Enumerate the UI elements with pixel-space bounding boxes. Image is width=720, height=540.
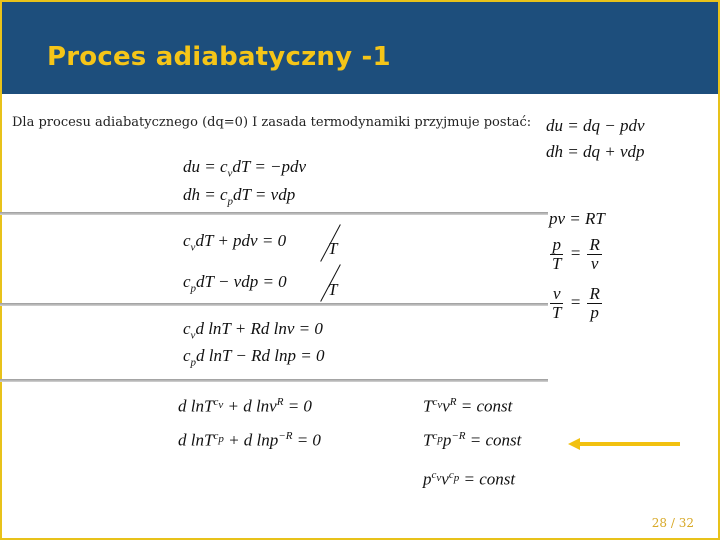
arrow-left-icon (568, 438, 680, 450)
eq-gas-law: pv = RT (549, 209, 605, 228)
eq-dlnT-cp: d lnT$^{c_p}$ + d lnp$^{-R}$ = 0 (178, 430, 321, 450)
eq-cvdT-pdv: $c_vdT$ + pdv = 0 (183, 231, 287, 254)
eq-cpdT-vdp: $c_pdT$ − vdp = 0 (183, 272, 287, 295)
divide-by-T-1: T (328, 239, 338, 258)
separator-2 (0, 303, 548, 306)
eq-dh-cp: dh = $c_pdT$ = vdp (183, 185, 296, 208)
slide-title: Proces adiabatyczny -1 (47, 42, 391, 72)
separator-3 (0, 379, 548, 382)
divide-by-T-2: T (328, 280, 338, 299)
eq-du-cv: du = $c_vdT = -pdv$ (183, 157, 307, 180)
slide-header (2, 2, 718, 94)
eq-Tp-const: $T^{c_p}p^{-R}$ = const (423, 430, 522, 450)
page-number: 28 / 32 (651, 516, 694, 530)
eq-dlnT-cv: d lnT$^{c_v}$ + d lnv$^R$ = 0 (178, 396, 312, 416)
eq-dh-dq: dh = dq + vdp (546, 142, 645, 161)
eq-ln-p: $c_pd$ lnT − Rd lnp = 0 (183, 346, 325, 369)
eq-Tv-const: $T^{c_v}v^R$ = const (423, 396, 513, 416)
eq-du-dq: du = dq − pdv (546, 116, 645, 135)
eq-pv-const: $p^{c_v}v^{c_p}$ = const (423, 469, 516, 489)
intro-text: Dla procesu adiabatycznego (dq=0) I zasada termodynamiki przyjmuje postać: (12, 115, 532, 130)
separator-1 (0, 212, 548, 215)
eq-fraction-vT: $\frac{v}{T}$ = $\frac{R}{p}$ (552, 284, 600, 322)
eq-ln-v: $c_vd$ lnT + Rd lnv = 0 (183, 319, 323, 342)
eq-fraction-pT: $\frac{p}{T}$ = $\frac{R}{v}$ (552, 235, 600, 273)
